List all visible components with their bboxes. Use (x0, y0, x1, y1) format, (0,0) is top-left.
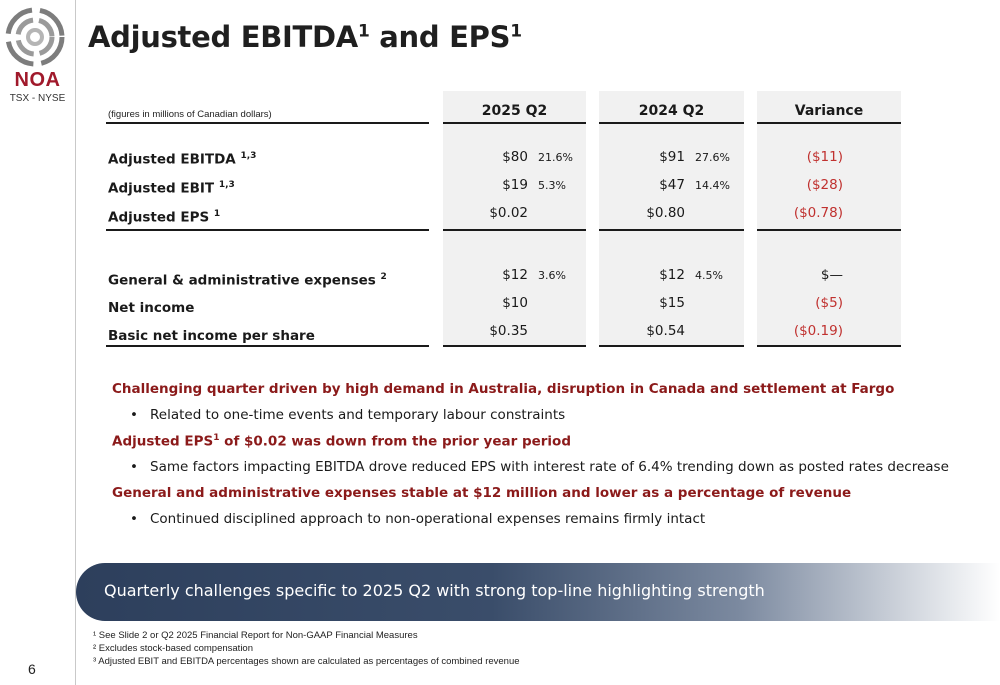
cell-2025-pct: 5.3% (538, 179, 566, 192)
footnote-1: ¹ See Slide 2 or Q2 2025 Financial Report for Non-GAAP Financial Measures (93, 630, 418, 641)
cell-2025-value: $0.02 (489, 205, 528, 221)
page-number: 6 (28, 661, 36, 677)
row-label-adjusted-ebitda: Adjusted EBITDA $^{1,3}$ (108, 151, 257, 168)
header-rule (443, 122, 586, 124)
bottom-rule (757, 345, 901, 347)
header-variance: Variance (794, 103, 864, 119)
bullet-dot: • (130, 511, 138, 527)
cell-2025-value: $10 (502, 295, 528, 311)
row-label-net-income: Net income (108, 300, 195, 316)
header-2025-q2: 2025 Q2 (481, 103, 548, 119)
row-label-g-and-a: General & administrative expenses $^2$ (108, 272, 387, 289)
cell-variance: ($0.78) (793, 205, 843, 221)
bottom-rule (443, 345, 586, 347)
row-label-adjusted-eps: Adjusted EPS $^1$ (108, 209, 221, 226)
cell-variance: ($28) (806, 177, 843, 193)
bullet-dot: • (130, 459, 138, 475)
cell-variance: ($0.19) (793, 323, 843, 339)
footnote-2: ² Excludes stock-based compensation (93, 643, 253, 654)
cell-2024-value: $12 (659, 267, 685, 283)
cell-2025-value: $12 (502, 267, 528, 283)
cell-2025-pct: 3.6% (538, 269, 566, 282)
table-units-note: (figures in millions of Canadian dollars) (108, 109, 272, 120)
cell-2025-value: $80 (502, 149, 528, 165)
bullet-item: • Continued disciplined approach to non-operational expenses remains firmly intact (130, 511, 706, 527)
header-rule (599, 122, 744, 124)
vertical-divider (75, 0, 76, 685)
header-rule (106, 122, 429, 124)
logo-exchange: TSX - NYSE (9, 93, 66, 104)
cell-2024-pct: 4.5% (695, 269, 723, 282)
header-2024-q2: 2024 Q2 (638, 103, 705, 119)
cell-2025-value: $19 (502, 177, 528, 193)
bullet-heading: Challenging quarter driven by high demand in Australia, disruption in Canada and settlement at Fargo (112, 381, 895, 397)
cell-2024-pct: 27.6% (695, 151, 730, 164)
cell-2024-value: $47 (659, 177, 685, 193)
footnote-3: ³ Adjusted EBIT and EBITDA percentages shown are calculated as percentages of combined revenue (93, 656, 520, 667)
summary-banner-text: Quarterly challenges specific to 2025 Q2 with strong top-line highlighting strength (104, 581, 765, 600)
cell-variance: $— (820, 267, 843, 283)
cell-2024-value: $15 (659, 295, 685, 311)
section-rule (106, 229, 429, 231)
bullet-heading: Adjusted EPS$^1$ of $0.02 was down from the prior year period (112, 433, 571, 450)
cell-2024-value: $0.54 (646, 323, 685, 339)
cell-2025-pct: 21.6% (538, 151, 573, 164)
bottom-rule (106, 345, 429, 347)
cell-2024-value: $91 (659, 149, 685, 165)
cell-2024-value: $0.80 (646, 205, 685, 221)
page-title: Adjusted EBITDA$^1$ and EPS$^1$ (88, 20, 522, 54)
header-rule (757, 122, 901, 124)
bullet-item: • Same factors impacting EBITDA drove reduced EPS with interest rate of 6.4% trending down as posted rates decrease (130, 459, 949, 475)
bottom-rule (599, 345, 744, 347)
row-label-adjusted-ebit: Adjusted EBIT $^{1,3}$ (108, 180, 235, 197)
row-label-basic-eps: Basic net income per share (108, 328, 315, 344)
bullet-item: • Related to one-time events and temporary labour constraints (130, 407, 566, 423)
cell-2025-value: $0.35 (489, 323, 528, 339)
logo-wordmark: NOA (14, 69, 61, 91)
cell-2024-pct: 14.4% (695, 179, 730, 192)
section-rule (757, 229, 901, 231)
noa-logo-icon (4, 6, 66, 68)
section-rule (599, 229, 744, 231)
cell-variance: ($11) (806, 149, 843, 165)
bullet-heading: General and administrative expenses stable at $12 million and lower as a percentage of revenue (112, 485, 852, 501)
cell-variance: ($5) (815, 295, 843, 311)
bullet-dot: • (130, 407, 138, 423)
section-rule (443, 229, 586, 231)
